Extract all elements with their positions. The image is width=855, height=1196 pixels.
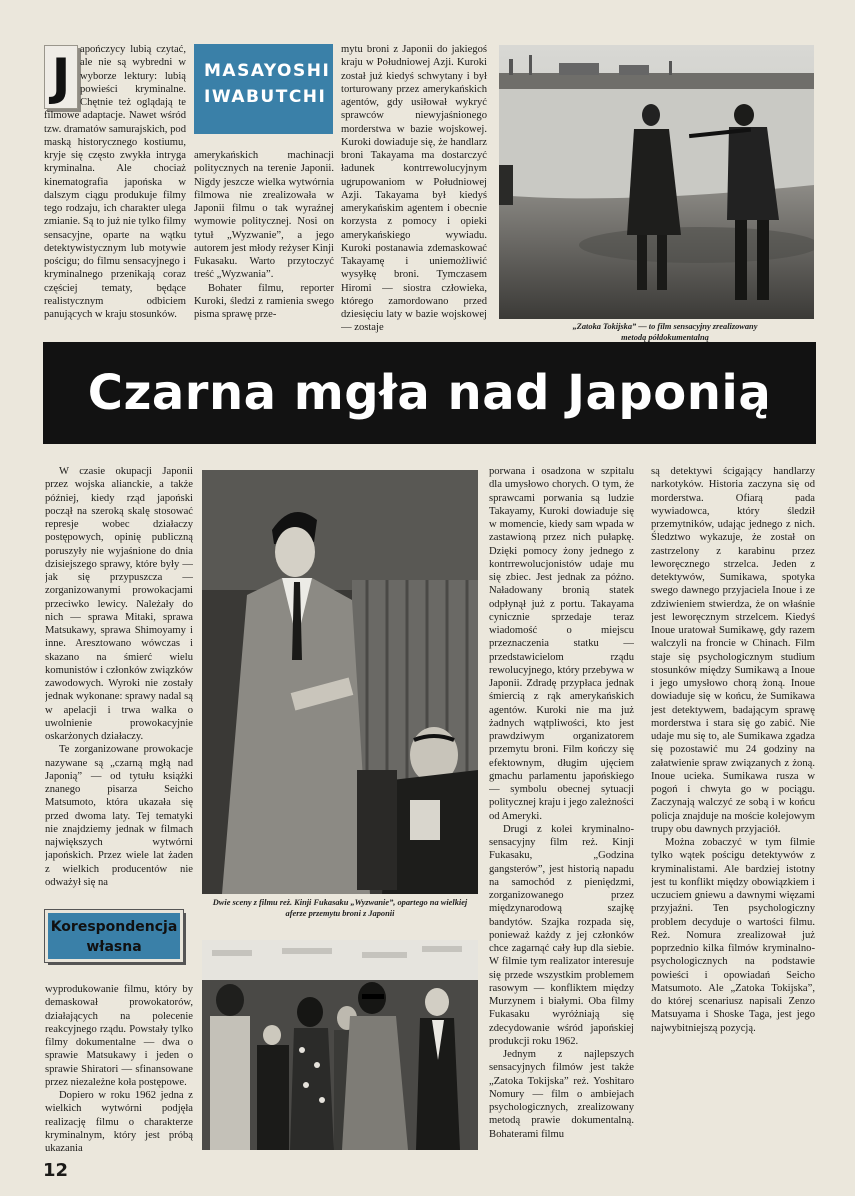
body-paragraph: porwana i osadzona w szpitalu dla umysłowo chorych. O tym, że sprawcami porwania są ludzie Takayamy, Kuroki dowiaduje się w momencie, kiedy sam wpada w zastawioną przez nich pułapkę. Dzięki pomocy żony jednego z kontrrewolucjonistów udaje mu się zbiec. Jest jednak za późno. Naładowany bronią statek odpłynął już z portu. Takayama cynicznie sprzedaje teraz wiadomość o miejscu przeznaczenia statku — przedstawicielom rządu rewolucyjnego, który przebywa w Japonii. Zdradę przypłaca jednak śmiercią z rąk amerykańskich agentów. Kuroki nie ma już żadnych wątpliwości, kto jest prawdziwym organizatorem przemytu broni. Film kończy się efektownym, długim ujęciem gmachu parlamentu japońskiego — symbolu obecnej sytuacji politycznej kraju i jego zależności od Ameryki.	[489, 466, 634, 822]
body-paragraph: Jednym z najlepszych sensacyjnych filmów jest także „Zatoka Tokijska” reż. Yoshitaro Nomury — film o ambiejach psychologicznych, zrealizowany metodą prawie dokumentalną. Bohaterami filmu	[489, 1049, 634, 1140]
intro-column-3	[341, 43, 487, 333]
page-number: 12	[43, 1160, 69, 1181]
body-paragraph: Dopiero w roku 1962 jedna z wielkich wytwórni podjęła realizację filmu o charakterze kryminalnym, który jest próbą ukazania	[45, 1090, 193, 1154]
middle-photo-caption: Dwie sceny z filmu reż. Kinji Fukasaku „Wyzwanie”, opartego na wielkiej aferze przemytu broni z Japonii	[212, 898, 468, 918]
body-column-4	[651, 465, 815, 1155]
photo-tokyo-bay-image	[499, 45, 814, 319]
body-paragraph: Drugi z kolei kryminalno-sensacyjny film reż. Kinji Fukasaku, „Godzina gangsterów”, jest historią napadu na samochód z pieniędzmi, zorganizowanego przez międzynarodową szajkę bandytów. Szajka rozpada się, ponieważ każdy z jej członków chce zagarnąć cały łup dla siebie. W filmie tym realizator interesuje się przede wszystkim problemem rasowym — konfliktem między Murzynem i białymi. Oba filmy Fukasaku wyróżniają się zdecydowanie wśród japońskiej produkcji roku 1962.	[489, 823, 634, 1047]
body-paragraph: wyprodukowanie filmu, który by demaskował prowokatorów, działających na polecenie reakcyjnego rządu. Powstały tylko filmy dokumentalne — dwa o sprawie Matsukawy i jeden o sprawie Shiratori — sfinansowane przez niezależne koła postępowe.	[45, 984, 193, 1088]
correspondence-badge: Korespondencja własna	[45, 910, 183, 962]
author-name-box: MASAYOSHI IWABUTCHI	[194, 44, 333, 134]
body-column-1	[45, 465, 193, 897]
drop-cap: J	[44, 45, 78, 109]
body-paragraph: W czasie okupacji Japonii przez wojska alianckie, a także później, kiedy rząd japoński począł na szeroką skalę stosować represje wobec działaczy postępowych, opinię publiczną poruszyły nie wyjaśnione do dnia dzisiejszego sprawy, które były — jak się przypuszcza — zorganizowanymi prowokacjami przeciwko lewicy. Należały do nich — sprawa Mitaki, sprawa Matsukawy, sprawa Shimoyamy i inne. Aresztowano wówczas i skazano na śmierć wielu komunistów i członków związków zawodowych. Wyroki nie zostały jednak wykonane: sprawy nadal są w apelacji i trwa walka o uwolnienie prowokacyjnie oskarżonych działaczy.	[45, 466, 193, 742]
photo-challenge-scene-1-image	[202, 470, 478, 894]
photo-challenge-scene-2-image	[202, 940, 478, 1150]
body-paragraph: Można zobaczyć w tym filmie tylko wątek pościgu detektywów z kryminalistami. Ale bardziej istotny jest tu konflikt między obowiązkiem i uczuciem gniewu a dawnymi więzami przyjaźni. Ten psychologiczny problem decyduje o wartości filmu. Reż. Nomura zrealizował już poprzednio kilka filmów kryminalno-psychologicznych na podstawie powieści i opowiadań Seicho Matsumoto. Ale „Zatoka Tokijska”, do której scenariusz napisali Zenzo Matsuyama i Shoske Taga, jest jego najwybitniejszą pozycją.	[651, 837, 815, 1034]
photo-challenge-scene-2	[202, 940, 478, 1150]
body-column-3	[489, 465, 634, 1155]
photo-tokyo-bay	[499, 45, 814, 319]
article-title: Czarna mgła nad Japonią	[43, 342, 816, 444]
intro-paragraph: apończycy lubią czytać, ale nie są wybredni w wyborze lektury: lubią powieści kryminalne. Chętnie też oglądają te filmowe adaptacje. Nawet wśród tzw. dramatów samurajskich, pod maską historycznego kostiumu, kryje się często zwykła intryga kryminalna. Ale chociaż kinematografia japońska w dalszym ciągu produkuje filmy tego rodzaju, ich charakter ulega zmianie. Są to już nie tylko filmy sensacyjne, oparte na wątku detektywistycznym lub motywie pościgu; do filmu sensacyjnego i kryminalnego przenikają coraz częściej tematy, będące realistycznym odbiciem panujących w kraju stosunków.	[44, 44, 186, 320]
intro-paragraph: mytu broni z Japonii do jakiegoś kraju w Południowej Azji. Kuroki został już kiedyś schwytany i był torturowany przez amerykańskich agentów, gdy usiłował wykryć sprawców niewyjaśnionego morderstwa w bazie wojskowej. Kuroki dowiaduje się, że handlarz broni Takayama ma dostarczyć ładunek kontrrewolucyjnym ugrupowaniom w Południowej Azji. Takayama był kiedyś amerykańskim agentem i obecnie korzysta z pomocy i opieki amerykańskiego wywiadu. Kuroki postanawia zdemaskować Takayamę i uniemożliwić wysyłkę broni. Tymczasem Hiromi — siostra człowieka, którego zamordowano przed dziesięciu laty w bazie wojskowej — zostaje	[341, 44, 487, 333]
intro-paragraph: Bohater filmu, reporter Kuroki, śledzi z ramienia swego pisma sprawę prze-	[194, 282, 334, 320]
photo-challenge-scene-1	[202, 470, 478, 894]
body-paragraph: Te zorganizowane prowokacje nazywane są „czarną mgłą nad Japonią” — od tytułu książki znanego pisarza Seicho Matsumoto, która ukazała się przed dwoma laty. Tej tematyki nie znajdziemy jednak w filmach największych wytwórni japońskich. Przez wiele lat żaden z wielkich producentów nie odważył się na	[45, 744, 193, 888]
top-photo-caption: „Zatoka Tokijska” — to film sensacyjny zrealizowany metodą półdokumentalną	[572, 322, 758, 342]
body-column-1-continued	[45, 983, 193, 1155]
intro-paragraph: amerykańskich machinacji politycznych na terenie Japonii. Nigdy jeszcze wielka wytwórnia filmowa nie zrealizowała w Japonii filmu o tak wyraźnej wymowie politycznej. Nosi on tytuł „Wyzwanie”, a jego autorem jest młody reżyser Kinji Fukasaku. Warto przytoczyć treść „Wyzwania”.	[194, 150, 334, 281]
body-paragraph: są detektywi ścigający handlarzy narkotyków. Historia zaczyna się od morderstwa. Ofiarą pada wywiadowca, który śledził przemytników, udając jednego z nich. Śledztwo wykazuje, że został on zastrzelony z karabinu przez leworęcznego strzelca. Jeden z detektywów, Sumikawa, spotyka swego dawnego przyjaciela Inoue i ze zdziwieniem stwierdza, że on właśnie jest leworęcznym strzelcem. Kiedyś Inoue uratował Sumikawę, gdy razem walczyli na froncie w Chinach. Film staje się psychologicznym studium stosunków między Sumikawą a Inoue i jego umysłowo chorą żoną. Inoue dowiaduje się w końcu, że Sumikawa jest detektywem, badającym sprawę morderstwa i stara się go zabić. Nie udaje mu się to, ale Sumikawa zgadza się pozostawić mu 24 godziny na załatwienie spraw związanych z żoną. Inoue ucieka. Sumikawa rusza w pogoń i chwyta go w pociągu. Zaczynają walczyć ze sobą i w końcu policja znajduje na moście kolejowym trupy obu dawnych przyjaciół.	[651, 466, 815, 835]
intro-column-2	[194, 149, 334, 329]
intro-column-1	[44, 43, 186, 323]
